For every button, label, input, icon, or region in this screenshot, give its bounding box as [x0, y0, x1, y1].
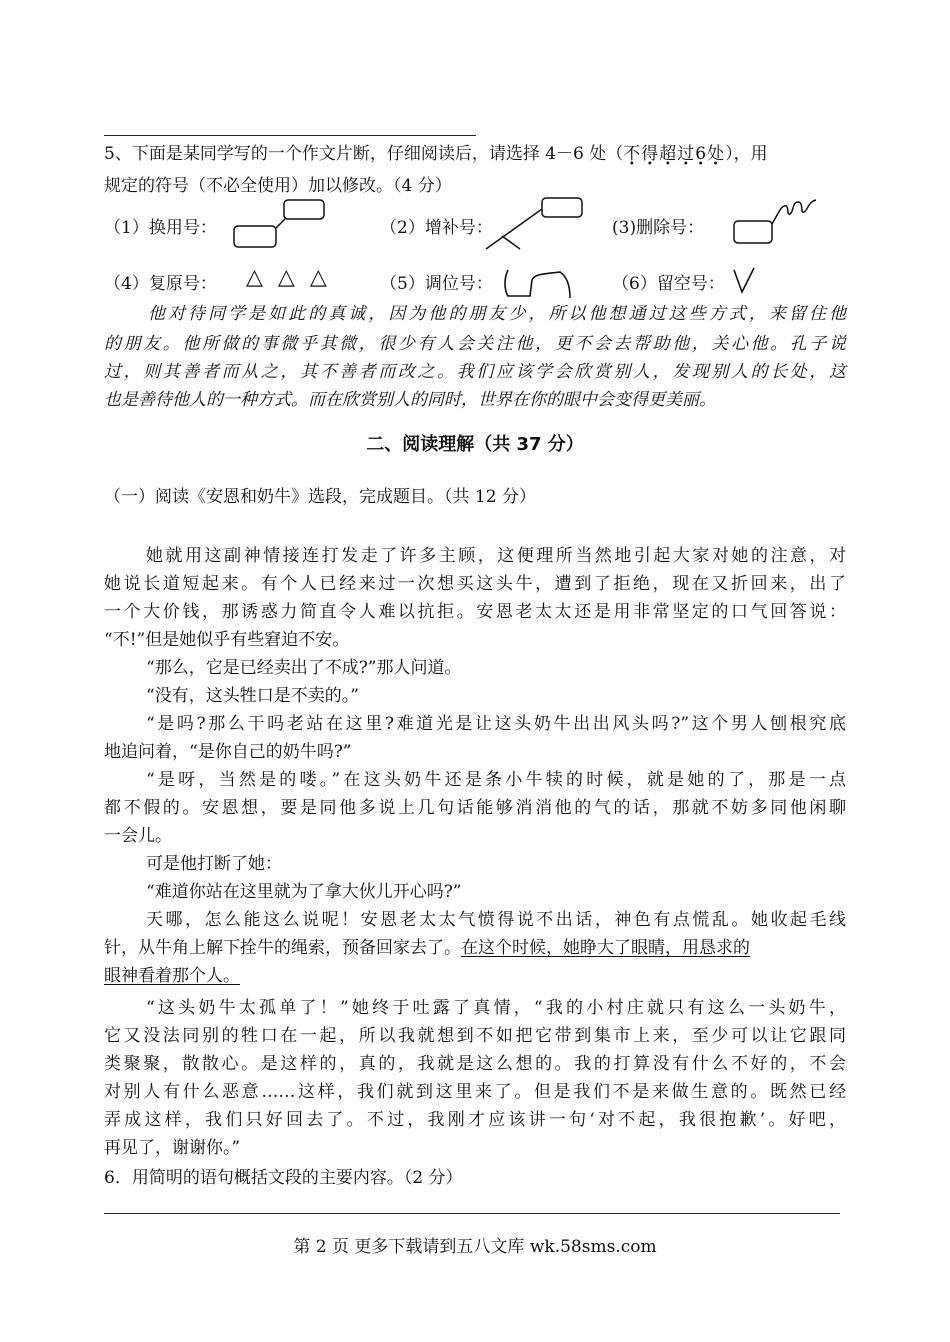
story-p2: “那么，它是已经卖出了不成?”那人问道。 — [146, 658, 462, 678]
q5-line2: 规定的符号（不必全使用）加以修改。（4 分） — [104, 176, 452, 196]
q5-text-b: ），用 — [725, 144, 768, 164]
section-title: 二、阅读理解（共 37 分） — [366, 434, 584, 455]
subsection-heading: （一）阅读《安恩和奶牛》选段，完成题目。（共 12 分） — [104, 487, 536, 507]
top-rule — [104, 135, 476, 136]
story-p5-line1: “是呀，当然是的喽。”在这头奶牛还是条小牛犊的时候，就是她的了，那是一点 — [146, 770, 846, 790]
story-p4-line1: “是吗?那么干吗老站在这里?难道光是让这头奶牛出出风头吗?”这个男人刨根究底 — [146, 714, 846, 734]
story-p8-line2 — [104, 937, 846, 959]
q5-line1 — [104, 143, 846, 165]
story-p8-line3 — [104, 965, 846, 987]
story-p7: “难道你站在这里就为了拿大伙儿开心吗?” — [146, 882, 462, 902]
story-p9-line1: “这头奶牛太孤单了！”她终于吐露了真情，“我的小村庄就只有这么一头奶牛， — [146, 998, 846, 1018]
question-6: 6．用简明的语句概括文段的主要内容。（2 分） — [104, 1168, 463, 1188]
story-p9-line4: 对别人有什么恶意……这样，我们就到这里来了。但是我们不是来做生意的。既然已经 — [104, 1082, 846, 1102]
answer-line — [104, 1213, 840, 1214]
story-p9-line5: 弄成这样，我们只好回去了。不过，我刚才应该讲一句‘对不起，我很抱歉’。好吧， — [104, 1110, 846, 1130]
emphasis-char: 过 — [677, 144, 696, 164]
symbol-label-replace: （1）换用号： — [104, 218, 217, 238]
story-p9-line6: 再见了，谢谢你。” — [104, 1138, 241, 1158]
symbol-label-swap: （5）调位号： — [380, 274, 493, 294]
story-p3: “没有，这头牲口是不卖的。” — [146, 686, 359, 706]
symbol-label-insert: （2）增补号： — [380, 218, 493, 238]
emphasis-char: 处 — [707, 144, 726, 164]
story-p4-line2: 地追问着，“是你自己的奶牛吗?” — [104, 742, 352, 762]
emphasis-char: 不 — [623, 144, 642, 164]
story-p1-line2: 她说长道短起来。有个人已经来过一次想买这头牛，遭到了拒绝，现在又折回来，出了 — [104, 574, 846, 594]
story-p8-underlined-a: 在这个时候，她睁大了眼睛，用恳求的 — [461, 938, 750, 958]
story-p6: 可是他打断了她： — [146, 854, 282, 874]
symbol-label-delete: (3)删除号： — [612, 218, 705, 238]
q5-text-a: 5、下面是某同学写的一个作文片断，仔细阅读后，请选择 4－6 处（ — [104, 144, 624, 164]
swap-symbol-icon — [500, 266, 576, 302]
symbol-label-restore: （4）复原号： — [104, 274, 217, 294]
emphasis-char: 6 • — [695, 144, 707, 164]
passage-line-1: 他对待同学是如此的真诚，因为他的朋友少，所以他想通过这些方式，来留住他 — [148, 304, 846, 324]
story-p1-line3: 一个大价钱，那诱惑力简直令人难以抗拒。安恩老太太还是用非常坚定的口气回答说： — [104, 602, 846, 622]
story-p9-line3: 类聚聚，散散心。是这样的，真的，我就是这么想的。我的打算没有什么不好的，不会 — [104, 1054, 846, 1074]
q5-emphasis — [623, 144, 725, 164]
story-p9-line2: 它又没法同别的牲口在一起，所以我就想到不如把它带到集市上来，至少可以让它跟同 — [104, 1026, 846, 1046]
emphasis-char: 得 — [641, 144, 660, 164]
delete-symbol-icon — [728, 194, 820, 250]
story-p5-line3: 一会儿。 — [104, 826, 172, 846]
passage-line-3: 过，则其善者而从之，其不善者而改之。我们应该学会欣赏别人，发现别人的长处，这 — [104, 362, 846, 382]
passage-line-4: 也是善待他人的一种方式。而在欣赏别人的同时，世界在你的眼中会变得更美丽。 — [104, 390, 716, 410]
story-p1-line1: 她就用这副神情接连打发走了许多主顾，这便理所当然地引起大家对她的注意，对 — [146, 546, 846, 566]
story-p1-line4: “不!”但是她似乎有些窘迫不安。 — [104, 630, 350, 650]
story-p8-underlined-b: 眼神看着那个人。 — [104, 966, 240, 986]
symbol-label-space: （6）留空号： — [612, 274, 725, 294]
story-p5-line2: 都不假的。安恩想，要是同他多说上几句话能够消消他的气的话，那就不妨多同他闲聊 — [104, 798, 846, 818]
restore-symbol-glyphs: △ △ △ — [246, 265, 331, 290]
replace-symbol-icon — [228, 196, 328, 252]
story-p8-line1: 天哪，怎么能这么说呢！安恩老太太气愤得说不出话，神色有点慌乱。她收起毛线 — [146, 910, 846, 930]
space-symbol-icon — [730, 264, 760, 296]
emphasis-char: 超 — [659, 144, 678, 164]
passage-line-2: 的朋友。他所做的事微乎其微，很少有人会关注他，更不会去帮助他，关心他。孔子说 — [104, 334, 846, 354]
page-footer: 第 2 页 更多下载请到五八文库 wk.58sms.com — [293, 1237, 657, 1257]
story-p8-plain: 针，从牛角上解下拴牛的绳索，预备回家去了。 — [104, 938, 461, 958]
insert-symbol-icon — [480, 193, 590, 255]
